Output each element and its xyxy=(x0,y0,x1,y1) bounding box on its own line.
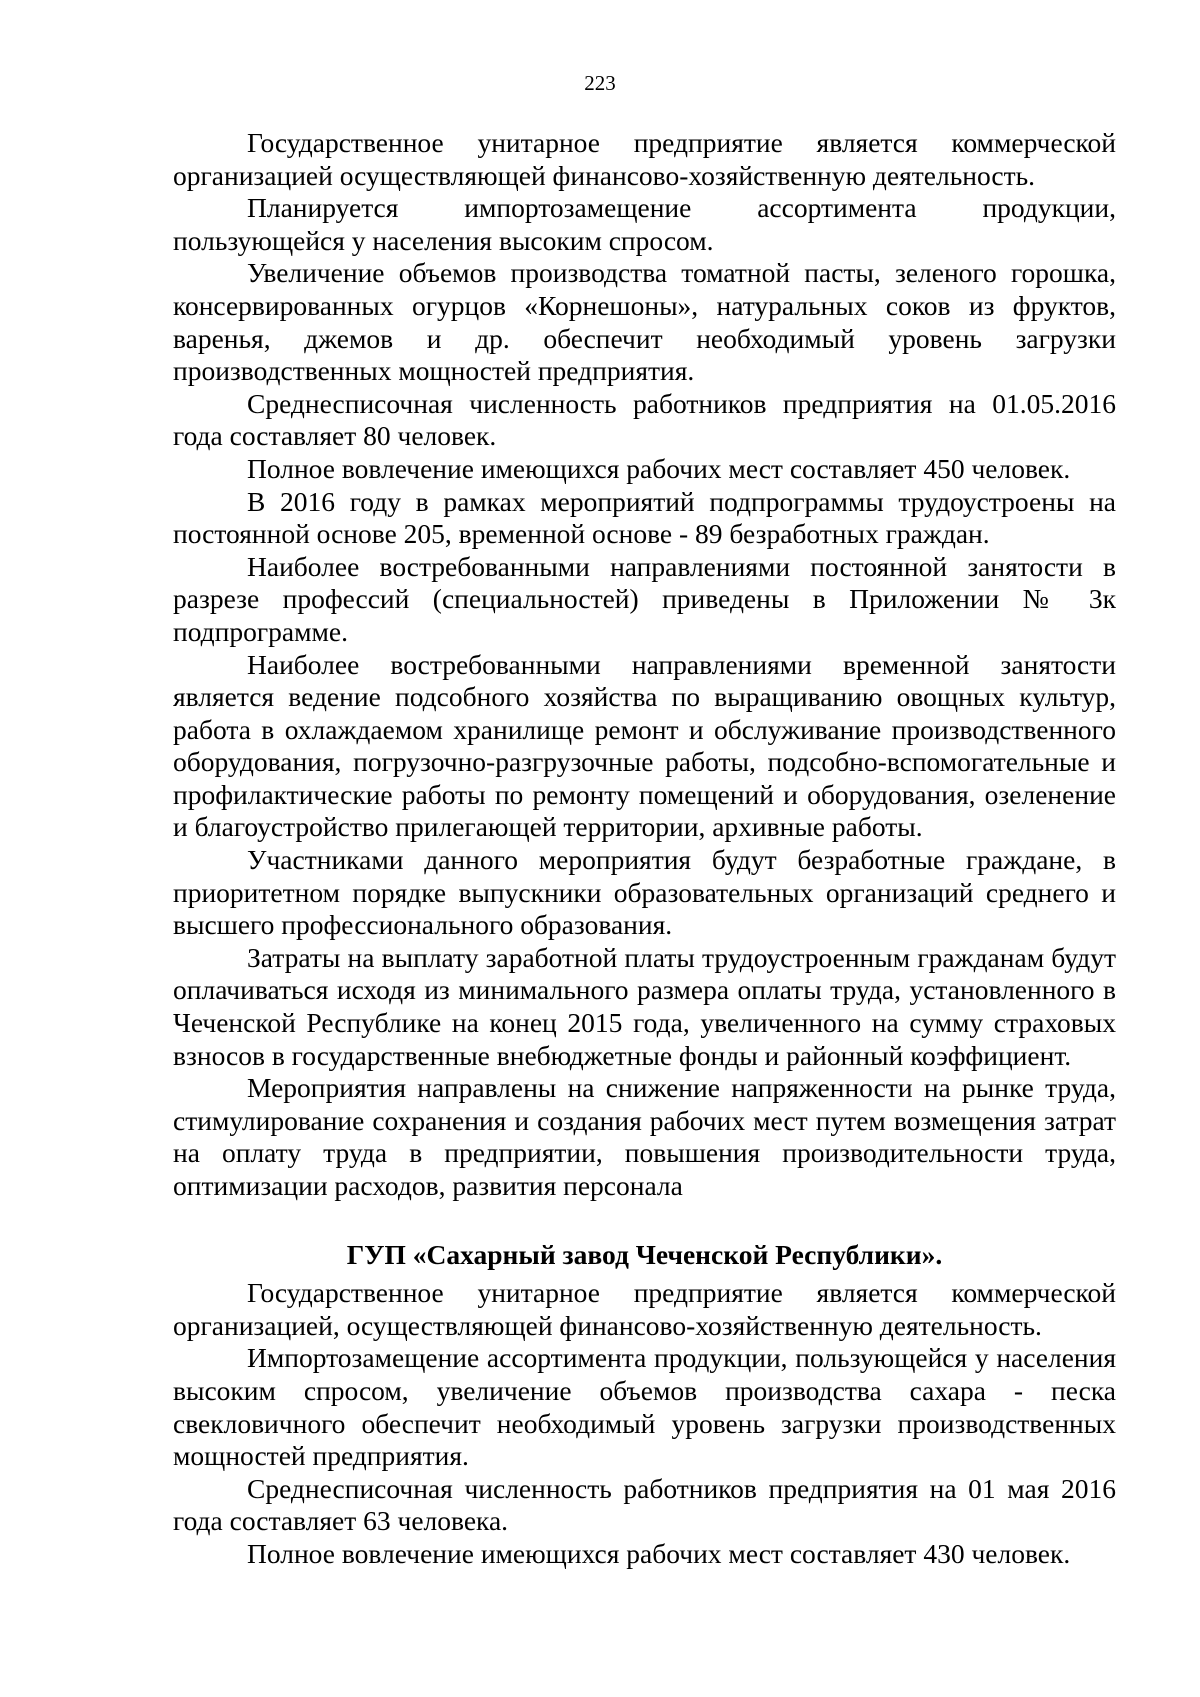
section-heading: ГУП «Сахарный завод Чеченской Республики». xyxy=(346,1238,943,1270)
paragraph: Полное вовлечение имеющихся рабочих мест составляет 430 человек. xyxy=(247,1537,1071,1569)
paragraph: Затраты на выплату заработной платы трудоустроенным гражданам будут оплачиваться исходя из минимального размера оплаты труда, установленного в Чеченской Республике на конец 2015 года, увеличенного на сумму страховых взносов в государственные внебюджетные фонды и районный коэффициент. xyxy=(173,941,1116,1071)
paragraph: Увеличение объемов производства томатной пасты, зеленого горошка, консервированных огурцов «Корнешоны», натуральных соков из фруктов, варенья, джемов и др. обеспечит необходимый уровень загрузки производственных мощностей предприятия. xyxy=(173,257,1116,387)
page-number: 223 xyxy=(584,71,616,95)
paragraph: Среднесписочная численность работников предприятия на 01.05.2016 года составляет 80 человек. xyxy=(173,387,1116,452)
document-body xyxy=(173,127,1116,1571)
paragraph: Полное вовлечение имеющихся рабочих мест составляет 450 человек. xyxy=(247,452,1071,484)
paragraph: Планируется импортозамещение ассортимента продукции, пользующейся у населения высоким спросом. xyxy=(173,192,1116,256)
paragraph: Импортозамещение ассортимента продукции, пользующейся у населения высоким спросом, увеличение объемов производства сахара - песка свекловичного обеспечит необходимый уровень загрузки производственных мощностей предприятия. xyxy=(173,1342,1116,1472)
section-tomato-enterprise xyxy=(173,127,1116,1203)
section-sugar-plant xyxy=(173,1277,1116,1570)
paragraph: Государственное унитарное предприятие является коммерческой организацией осуществляющей финансово-хозяйственную деятельность. xyxy=(173,127,1116,191)
paragraph: Наиболее востребованными направлениями временной занятости является ведение подсобного хозяйства по выращиванию овощных культур, работа в охлаждаемом хранилище ремонт и обслуживание производственного оборудования, погрузочно-разгрузочные работы, подсобно-вспомогательные и профилактические работы по ремонту помещений и оборудования, озеленение и благоустройство прилегающей территории, архивные работы. xyxy=(173,648,1116,843)
paragraph: Среднесписочная численность работников предприятия на 01 мая 2016 года составляет 63 человека. xyxy=(173,1472,1116,1537)
paragraph: Государственное унитарное предприятие является коммерческой организацией, осуществляющей финансово-хозяйственную деятельность. xyxy=(173,1277,1116,1341)
paragraph: Участниками данного мероприятия будут безработные граждане, в приоритетном порядке выпускники образовательных организаций среднего и высшего профессионального образования. xyxy=(173,844,1116,941)
paragraph: В 2016 году в рамках мероприятий подпрограммы трудоустроены на постоянной основе 205, временной основе - 89 безработных граждан. xyxy=(173,485,1116,550)
paragraph: Мероприятия направлены на снижение напряженности на рынке труда, стимулирование сохранения и создания рабочих мест путем возмещения затрат на оплату труда в предприятии, повышения производительности труда, оптимизации расходов, развития персонала xyxy=(173,1072,1116,1201)
paragraph: Наиболее востребованными направлениями постоянной занятости в разрезе профессий (специальностей) приведены в Приложении № 3к подпрограмме. xyxy=(173,550,1116,647)
